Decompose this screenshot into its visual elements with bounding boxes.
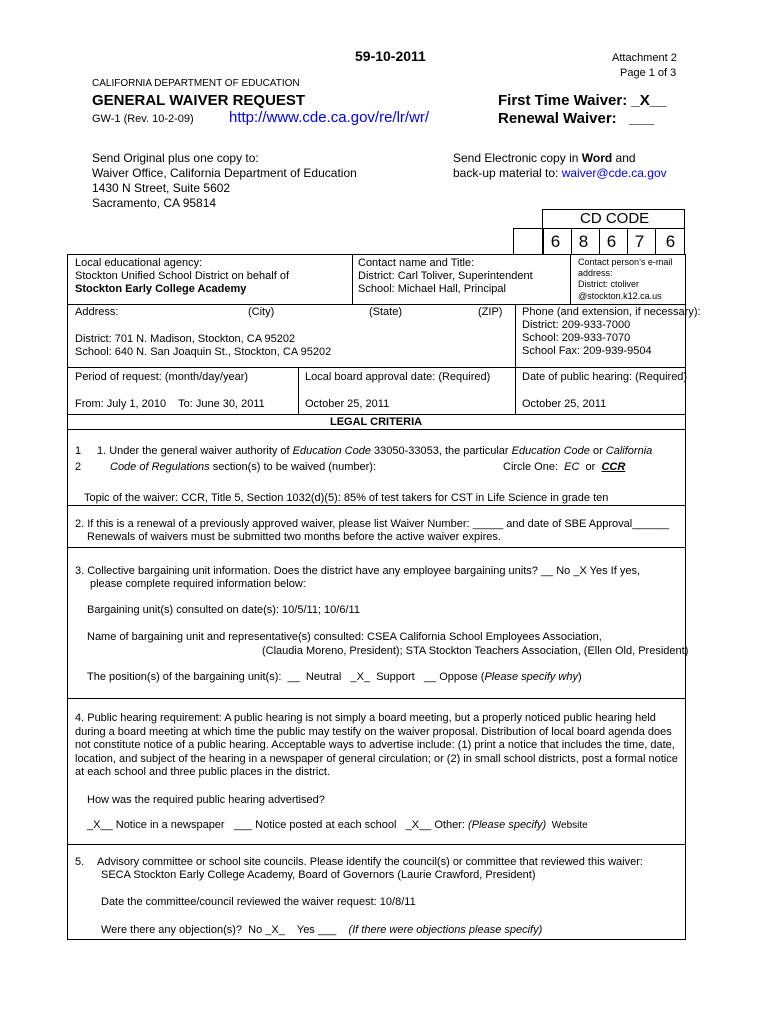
cd-code-digit-2: 8 <box>571 229 595 254</box>
cd-code-digit-3: 6 <box>599 229 623 254</box>
bargaining-unit-names: Name of bargaining unit and representative(s) consulted: CSEA California School Employees Association, <box>87 631 602 643</box>
period-range: From: July 1, 2010 To: June 30, 2011 <box>75 398 265 410</box>
document-number: 59-10-2011 <box>355 48 426 64</box>
objections-line: Were there any objection(s)? No _X_ Yes ___ (If there were objections please specify) <box>101 924 543 936</box>
council-review-date: Date the committee/council reviewed the waiver request: 10/8/11 <box>101 896 416 908</box>
public-hearing-requirement: 4. Public hearing requirement: A public hearing is not simply a board meeting, but a properly noticed public hearing held during a board meeting at which time the public may testify on the waiver proposal. Distribution of local board agenda does not constitute notice of a public hearing. Acceptable ways to advertise include: (1) print a notice that includes the time, date, location, and subject of the hearing in a newspaper of general circulation; or (2) in small school districts, post a formal notice at each school and three public places in the district. <box>75 712 678 778</box>
send-original-line2: Waiver Office, California Department of Education <box>92 166 357 180</box>
public-hearing-label: Date of public hearing: (Required) <box>522 371 688 383</box>
agency-school-name: Stockton Early College Academy <box>75 283 247 295</box>
hearing-advertised-options: _X__ Notice in a newspaper ___ Notice posted at each school _X__ Other: (Please specify) Website <box>87 819 588 831</box>
contact-school: School: Michael Hall, Principal <box>358 283 506 295</box>
bargaining-question: 3. Collective bargaining unit information. Does the district have any employee bargaining units? __ No _X Yes If yes, <box>75 565 640 577</box>
hearing-advertised-question: How was the required public hearing advertised? <box>87 794 325 806</box>
school-fax: School Fax: 209-939-9504 <box>522 345 652 357</box>
bargaining-position: The position(s) of the bargaining unit(s): __ Neutral _X_ Support __ Oppose (Please specify why) <box>87 671 582 683</box>
period-label: Period of request: (month/day/year) <box>75 371 249 383</box>
send-original-line3: 1430 N Street, Suite 5602 <box>92 181 231 195</box>
cd-code-digit-5: 6 <box>655 229 685 254</box>
legal-criteria-heading: LEGAL CRITERIA <box>330 416 423 428</box>
email-domain: @stockton.k12.ca.us <box>578 291 662 301</box>
send-original-line1: Send Original plus one copy to: <box>92 151 259 165</box>
contact-label: Contact name and Title: <box>358 257 475 269</box>
waiver-url-link[interactable]: http://www.cde.ca.gov/re/lr/wr/ <box>229 109 430 126</box>
address-school: School: 640 N. San Joaquin St., Stockton, CA 95202 <box>75 346 332 358</box>
cd-code-digit-1: 6 <box>543 229 567 254</box>
address-city-label: (City) <box>248 306 275 318</box>
cd-code-digit-4: 7 <box>627 229 651 254</box>
page-number: Page 1 of 3 <box>620 67 677 79</box>
department-name: CALIFORNIA DEPARTMENT OF EDUCATION <box>92 78 300 89</box>
renewal-waiver: Renewal Waiver: ___ <box>498 110 655 127</box>
board-approval-label: Local board approval date: (Required) <box>305 371 491 383</box>
renewal-note: Renewals of waivers must be submitted two months before the active waiver expires. <box>87 531 501 543</box>
advisory-question: Advisory committee or school site councils. Please identify the council(s) or committee that reviewed this waiver: <box>97 856 643 868</box>
phone-label: Phone (and extension, if necessary): <box>522 306 701 318</box>
send-electronic-line: Send Electronic copy in Word and <box>453 151 636 165</box>
circle-one: Circle One: EC or CCR <box>503 461 626 473</box>
public-hearing-date: October 25, 2011 <box>522 398 607 410</box>
bargaining-unit-representatives: (Claudia Moreno, President); STA Stockton Teachers Association, (Ellen Old, President) <box>262 645 689 657</box>
backup-material-line: back-up material to: waiver@cde.ca.gov <box>453 166 667 180</box>
advisory-number: 5. <box>75 856 85 868</box>
legal-number-2: 2 <box>75 461 82 473</box>
waiver-topic: Topic of the waiver: CCR, Title 5, Section 1032(d)(5): 85% of test takers for CST in Life Science in grade ten <box>84 492 609 504</box>
email-label-2: address: <box>578 268 613 278</box>
phone-district: District: 209-933-7000 <box>522 319 631 331</box>
address-label: Address: <box>75 306 119 318</box>
address-zip-label: (ZIP) <box>478 306 503 318</box>
board-approval-date: October 25, 2011 <box>305 398 390 410</box>
page-title: GENERAL WAIVER REQUEST <box>92 92 306 109</box>
agency-line1: Stockton Unified School District on behalf of <box>75 270 290 282</box>
bargaining-instruction: please complete required information below: <box>90 578 306 590</box>
email-district: District: ctoliver <box>578 279 640 289</box>
address-district: District: 701 N. Madison, Stockton, CA 95202 <box>75 333 296 345</box>
address-state-label: (State) <box>369 306 403 318</box>
waiver-email-link[interactable]: waiver@cde.ca.gov <box>561 166 667 180</box>
renewal-question: 2. If this is a renewal of a previously approved waiver, please list Waiver Number: _____ and date of SBE Approval______ <box>75 518 669 530</box>
cd-code-blank-cell <box>513 228 543 255</box>
attachment-label: Attachment 2 <box>612 52 677 64</box>
legal-line1: 1. Under the general waiver authority of Education Code 33050-33053, the particular Education Code or California <box>97 445 653 457</box>
send-original-line4: Sacramento, CA 95814 <box>92 196 217 210</box>
cd-code-label: CD CODE <box>580 210 650 227</box>
bargaining-consulted-dates: Bargaining unit(s) consulted on date(s): 10/5/11; 10/6/11 <box>87 604 360 616</box>
legal-line2: Code of Regulations section(s) to be waived (number): <box>110 461 376 473</box>
legal-number-1: 1 <box>75 445 82 457</box>
email-label: Contact person’s e-mail <box>578 257 673 267</box>
advisory-council-name: SECA Stockton Early College Academy, Board of Governors (Laurie Crawford, President) <box>101 869 536 881</box>
agency-label: Local educational agency: <box>75 257 203 269</box>
form-id: GW-1 (Rev. 10-2-09) <box>92 113 194 125</box>
phone-school: School: 209-933-7070 <box>522 332 631 344</box>
first-time-waiver: First Time Waiver: _X__ <box>498 92 667 109</box>
contact-district: District: Carl Toliver, Superintendent <box>358 270 533 282</box>
